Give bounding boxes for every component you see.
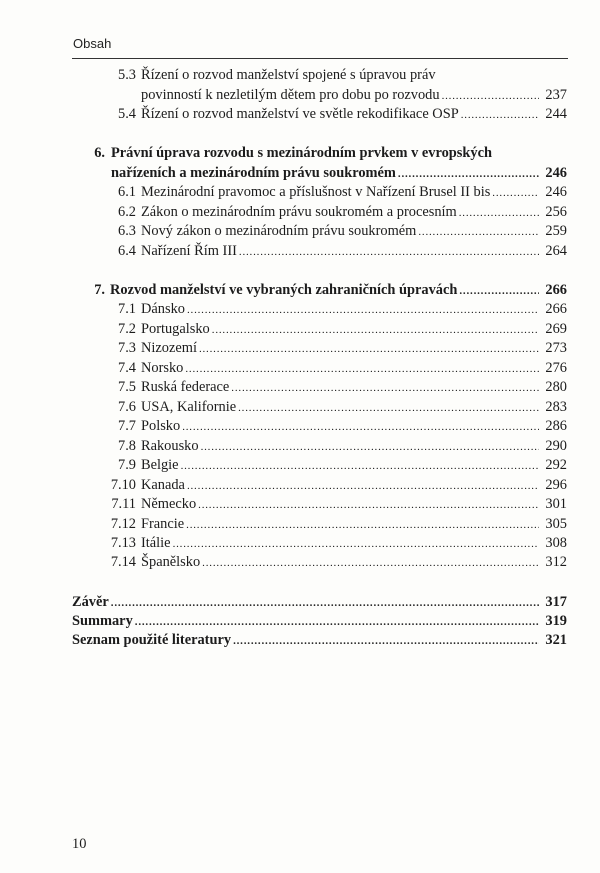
dot-leader [461,105,540,125]
toc-back-matter-entry [72,593,567,613]
toc-entry-title: Mezinárodní pravomoc a příslušnost v Nařízení Brusel II bis [141,184,491,200]
toc-page-number: 286 [545,418,567,434]
toc-entry-number: 7.12 [110,516,136,532]
toc-entry-number: 5.3 [118,67,136,83]
dot-leader [233,631,539,651]
toc-entry-number: 7.10 [110,477,136,493]
dot-leader [187,476,539,496]
toc-entry-title: Rakousko [141,438,199,454]
toc-entry-title: Zákon o mezinárodním právu soukromém a procesním [141,204,457,220]
toc-page-number: 308 [545,535,567,551]
toc-page-number: 273 [545,340,567,356]
dot-leader [202,553,539,573]
toc-entry [72,242,567,262]
toc-entry [72,515,567,535]
toc-chapter-title: Právní úprava rozvodu s mezinárodním prvkem v evropských [111,145,492,161]
dot-leader [181,456,540,476]
toc-back-matter-entry [72,631,567,651]
dot-leader [173,534,540,554]
toc-chapter-6 [72,144,567,163]
toc-entry-title: Závěr [72,594,109,610]
toc-entry-number: 6.2 [118,204,136,220]
dot-leader [198,495,539,515]
toc-chapter-number: 7. [94,282,105,298]
toc-page-number: 305 [545,516,567,532]
toc-page-number: 283 [545,399,567,415]
toc-page-number: 246 [545,165,567,181]
toc-page-number: 266 [545,301,567,317]
toc-page-number: 266 [545,282,567,298]
toc-page-number: 276 [545,360,567,376]
toc-page-number: 237 [545,87,567,103]
dot-leader [199,339,539,359]
toc-chapter-number: 6. [94,145,105,161]
toc-entry [72,359,567,379]
dot-leader [187,300,539,320]
toc-entry-number: 7.5 [118,379,136,395]
toc-entry-title: Seznam použité literatury [72,632,232,648]
dot-leader [135,612,540,632]
toc-page-number: 296 [545,477,567,493]
toc-entry-number: 7.6 [118,399,136,415]
page-number: 10 [72,836,87,852]
toc-entry [72,222,567,242]
toc-page-number: 292 [545,457,567,473]
toc-entry-number: 6.4 [118,243,136,259]
toc-entry [72,437,567,457]
toc-entry-title: Norsko [141,360,184,376]
toc-entry-number: 7.8 [118,438,136,454]
dot-leader [182,417,539,437]
toc-page-number: 317 [545,594,567,610]
toc-entry-title: Belgie [141,457,179,473]
toc-page-number: 290 [545,438,567,454]
toc-page-number: 264 [545,243,567,259]
toc-chapter-title: Rozvod manželství ve vybraných zahraničních úpravách [110,282,458,298]
toc-entry [72,339,567,359]
dot-leader [459,203,540,223]
toc-entry-title: Portugalsko [141,321,210,337]
toc-back-matter-entry [72,612,567,632]
running-header: Obsah [73,36,112,51]
toc-page-number: 244 [545,106,567,122]
toc-entry-title: Řízení o rozvod manželství spojené s úpravou práv [141,67,436,83]
toc-entry-title: Francie [141,516,185,532]
toc-entry-title: Nařízení Řím III [141,243,237,259]
dot-leader [492,183,539,203]
toc-page-number: 280 [545,379,567,395]
toc-entry [72,417,567,437]
toc-entry-title: Nizozemí [141,340,197,356]
dot-leader [231,378,539,398]
toc-entry-number: 7.1 [118,301,136,317]
toc-entry [72,398,567,418]
toc-entry-title-continued: povinností k nezletilým dětem pro dobu po rozvodu [141,87,440,103]
toc-page-number: 301 [545,496,567,512]
toc-entry-number: 7.14 [110,554,136,570]
toc-page-number: 246 [545,184,567,200]
toc-entry-number: 5.4 [118,106,136,122]
toc-entry-number: 7.11 [111,496,136,512]
toc-entry [72,476,567,496]
toc-entry-number: 6.1 [118,184,136,200]
dot-leader [239,242,540,262]
dot-leader [398,164,540,184]
dot-leader [442,86,540,106]
toc-entry-title: Španělsko [141,554,201,570]
toc-entry [72,534,567,554]
toc-entry [72,320,567,340]
toc-page-number: 269 [545,321,567,337]
toc-entry-title: USA, Kalifornie [141,399,237,415]
toc-page-number: 259 [545,223,567,239]
dot-leader [111,593,540,613]
toc-chapter-title-continued: nařízeních a mezinárodním právu soukromém [111,165,396,181]
dot-leader [212,320,540,340]
dot-leader [185,359,539,379]
toc-entry-title: Dánsko [141,301,185,317]
dot-leader [186,515,539,535]
toc-entry-title: Řízení o rozvod manželství ve světle rekodifikace OSP [141,106,459,122]
toc-entry-title: Kanada [141,477,185,493]
toc-chapter-7 [72,281,567,301]
toc-entry-5-4 [72,105,567,125]
dot-leader [201,437,540,457]
toc-page-number: 319 [545,613,567,629]
toc-page-number: 312 [545,554,567,570]
toc-entry-title: Polsko [141,418,181,434]
toc-page-number: 321 [545,632,567,648]
toc-entry-title: Německo [141,496,197,512]
dot-leader [238,398,539,418]
toc-entry-number: 7.3 [118,340,136,356]
toc-entry-5-3 [72,66,567,85]
toc-entry-title: Summary [72,613,133,629]
toc-entry [72,553,567,573]
toc-entry-number: 7.4 [118,360,136,376]
toc-entry [72,378,567,398]
toc-entry [72,456,567,476]
toc-entry [72,495,567,515]
toc-entry-5-3-continued [141,86,567,106]
dot-leader [459,281,539,301]
toc-entry [72,183,567,203]
toc-entry-title: Ruská federace [141,379,230,395]
toc-entry [72,300,567,320]
toc-chapter-6-continued [111,164,567,184]
dot-leader [418,222,539,242]
toc-entry-title: Nový zákon o mezinárodním právu soukromém [141,223,417,239]
toc-entry-number: 6.3 [118,223,136,239]
toc-entry [72,203,567,223]
toc-entry-number: 7.9 [118,457,136,473]
toc-entry-title: Itálie [141,535,171,551]
toc-entry-number: 7.2 [118,321,136,337]
toc-entry-number: 7.13 [110,535,136,551]
toc-entry-number: 7.7 [118,418,136,434]
toc-page-number: 256 [545,204,567,220]
